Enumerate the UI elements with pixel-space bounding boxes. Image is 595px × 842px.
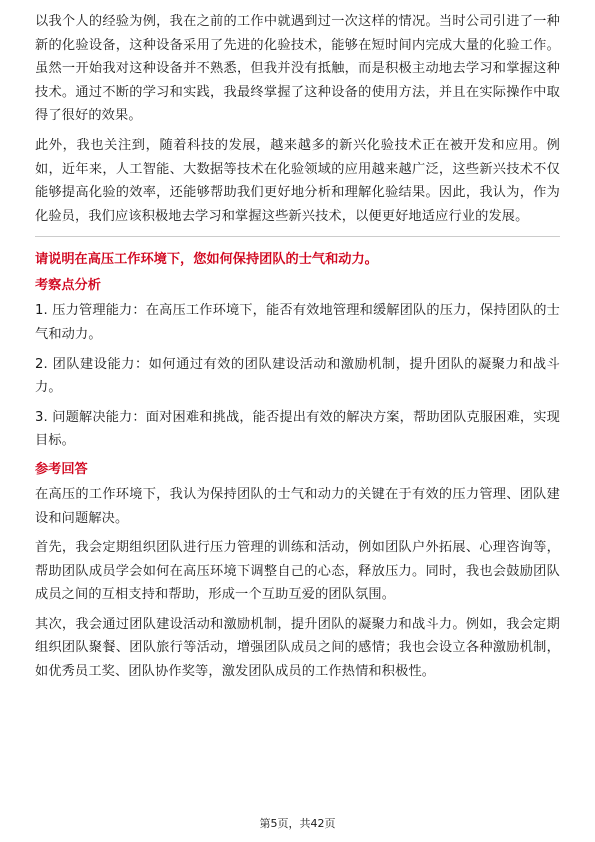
analysis-item-2: 2. 团队建设能力：如何通过有效的团队建设活动和激励机制，提升团队的凝聚力和战斗力。 (35, 356, 560, 396)
document-page (35, 10, 560, 690)
page-number-footer: 第5页，共42页 (259, 817, 336, 830)
analysis-item-1: 1. 压力管理能力：在高压工作环境下，能否有效地管理和缓解团队的压力，保持团队的士气和动力。 (35, 303, 560, 342)
answer-paragraph-3: 其次，我会通过团队建设活动和激励机制，提升团队的凝聚力和战斗力。例如，我会定期组织团队聚餐、团队旅行等活动，增强团队成员之间的感情；我也会设立各种激励机制，如优秀员工奖、团队协作奖等，激发团队成员的工作热情和积极性。 (35, 616, 560, 680)
question-title: 请说明在高压工作环境下，您如何保持团队的士气和动力。 (35, 252, 378, 268)
intro-paragraph-1: 以我个人的经验为例，我在之前的工作中就遇到过一次这样的情况。当时公司引进了一种新的化验设备，这种设备采用了先进的化验技术，能够在短时间内完成大量的化验工作。虽然一开始我对这种设备并不熟悉，但我并没有抵触，而是积极主动地去学习和掌握这种技术。通过不断的学习和实践，我最终掌握了这种设备的使用方法，并且在实际操作中取得了很好的效果。 (35, 14, 560, 124)
analysis-heading: 考察点分析 (35, 278, 101, 294)
analysis-item-3: 3. 问题解决能力：面对困难和挑战，能否提出有效的解决方案，帮助团队克服困难，实现目标。 (35, 409, 560, 449)
section-divider (35, 236, 560, 237)
answer-heading: 参考回答 (35, 461, 88, 477)
answer-paragraph-1: 在高压的工作环境下，我认为保持团队的士气和动力的关键在于有效的压力管理、团队建设和问题解决。 (35, 486, 560, 526)
intro-paragraph-2: 此外，我也关注到，随着科技的发展，越来越多的新兴化验技术正在被开发和应用。例如，近年来，人工智能、大数据等技术在化验领域的应用越来越广泛，这些新兴技术不仅能够提高化验的效率，还能够帮助我们更好地分析和理解化验结果。因此，我认为，作为化验员，我们应该积极地去学习和掌握这些新兴技术，以便更好地适应行业的发展。 (35, 137, 560, 224)
answer-paragraph-2: 首先，我会定期组织团队进行压力管理的训练和活动，例如团队户外拓展、心理咨询等，帮助团队成员学会如何在高压环境下调整自己的心态，释放压力。同时，我也会鼓励团队成员之间的互相支持和帮助，形成一个互助互爱的团队氛围。 (35, 540, 560, 603)
